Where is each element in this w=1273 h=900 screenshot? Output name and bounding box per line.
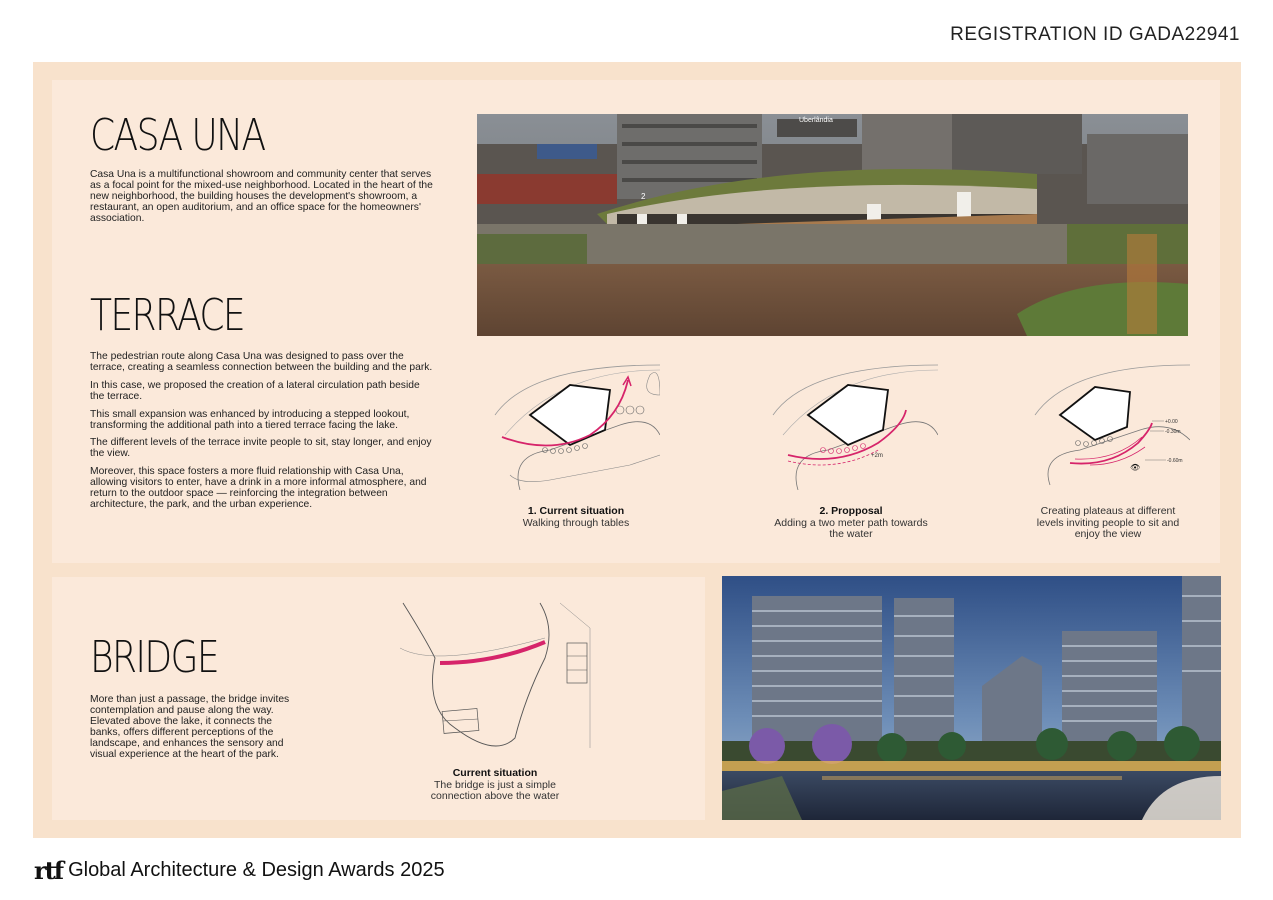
towers-render [722,576,1221,820]
rtf-logo: rtf [34,856,63,885]
building-number: 2 [641,192,646,201]
terrace-title: TERRACE [90,290,245,341]
bridge-text: More than just a passage, the bridge invites contemplation and pause along the way. Elevated above the lake, it connects the banks, offers different perceptions of the landscape, and enhances the sensory and visual experience at the heart of the park. [90,694,290,760]
casa-una-text: Casa Una is a multifunctional showroom and community center that serves as a focal point for the mixed-use neighborhood. Located in the heart of the new neighborhood, the building houses the development's showroom, a restaurant, an open auditorium, and an office space for the homeowners' association. [90,169,433,224]
uberlandia-sign: Uberlândia [799,117,833,124]
bridge-diagram [395,598,595,763]
terrace-paragraph: Moreover, this space fosters a more fluid relationship with Casa Una, allowing visitors to enter, have a drink in a more informal atmosphere, and return to the outdoor space — reinforcing the integration between architecture, the park, and the urban experience. [90,466,427,510]
diagram-1-caption [500,506,652,529]
casa-una-title: CASA UNA [90,110,265,161]
eye-icon: 👁 [1130,463,1141,472]
diagram-1-title: 1. Current situation [527,505,625,517]
bridge-title: BRIDGE [90,632,219,683]
proposal-diagram [768,355,938,490]
registration-id: REGISTRATION ID GADA22941 [950,24,1240,45]
diagram-2-text: Adding a two meter path towards the water [774,516,928,540]
terrace-paragraph: This small expansion was enhanced by introducing a stepped lookout, transforming the additional path into a tiered terrace facing the lake. [90,408,410,431]
footer [34,856,445,885]
diagram-1-text: Walking through tables [522,516,630,529]
diagram-2-caption [770,506,932,541]
diagram-3-caption: Creating plateaus at different levels inviting people to sit and enjoy the view [1036,505,1180,540]
terrace-paragraph: The pedestrian route along Casa Una was designed to pass over the terrace, creating a seamless connection between the building and the park. [90,351,433,373]
terrace-paragraph: The different levels of the terrace invite people to sit, stay longer, and enjoy the view. [90,437,432,460]
plus-2m-label: +2m [871,453,883,459]
current-situation-diagram [490,355,660,490]
footer-text: Global Architecture & Design Awards 2025 [68,859,445,881]
plateaus-diagram [1030,355,1190,490]
bridge-diagram-caption [415,768,575,803]
casa-una-photo [477,114,1188,336]
terrace-text [90,352,435,518]
diagram-2-title: 2. Propposal [819,505,883,517]
level-0-label: +0.00 [1165,419,1178,425]
terrace-paragraph: In this case, we proposed the creation of a lateral circulation path beside the terrace. [90,379,420,402]
bridge-diagram-title: Current situation [452,767,538,779]
level-060-label: -0.60m [1167,458,1183,464]
bridge-diagram-text: The bridge is just a simple connection above the water [430,778,560,802]
level-030-label: -0.30m [1165,429,1181,435]
